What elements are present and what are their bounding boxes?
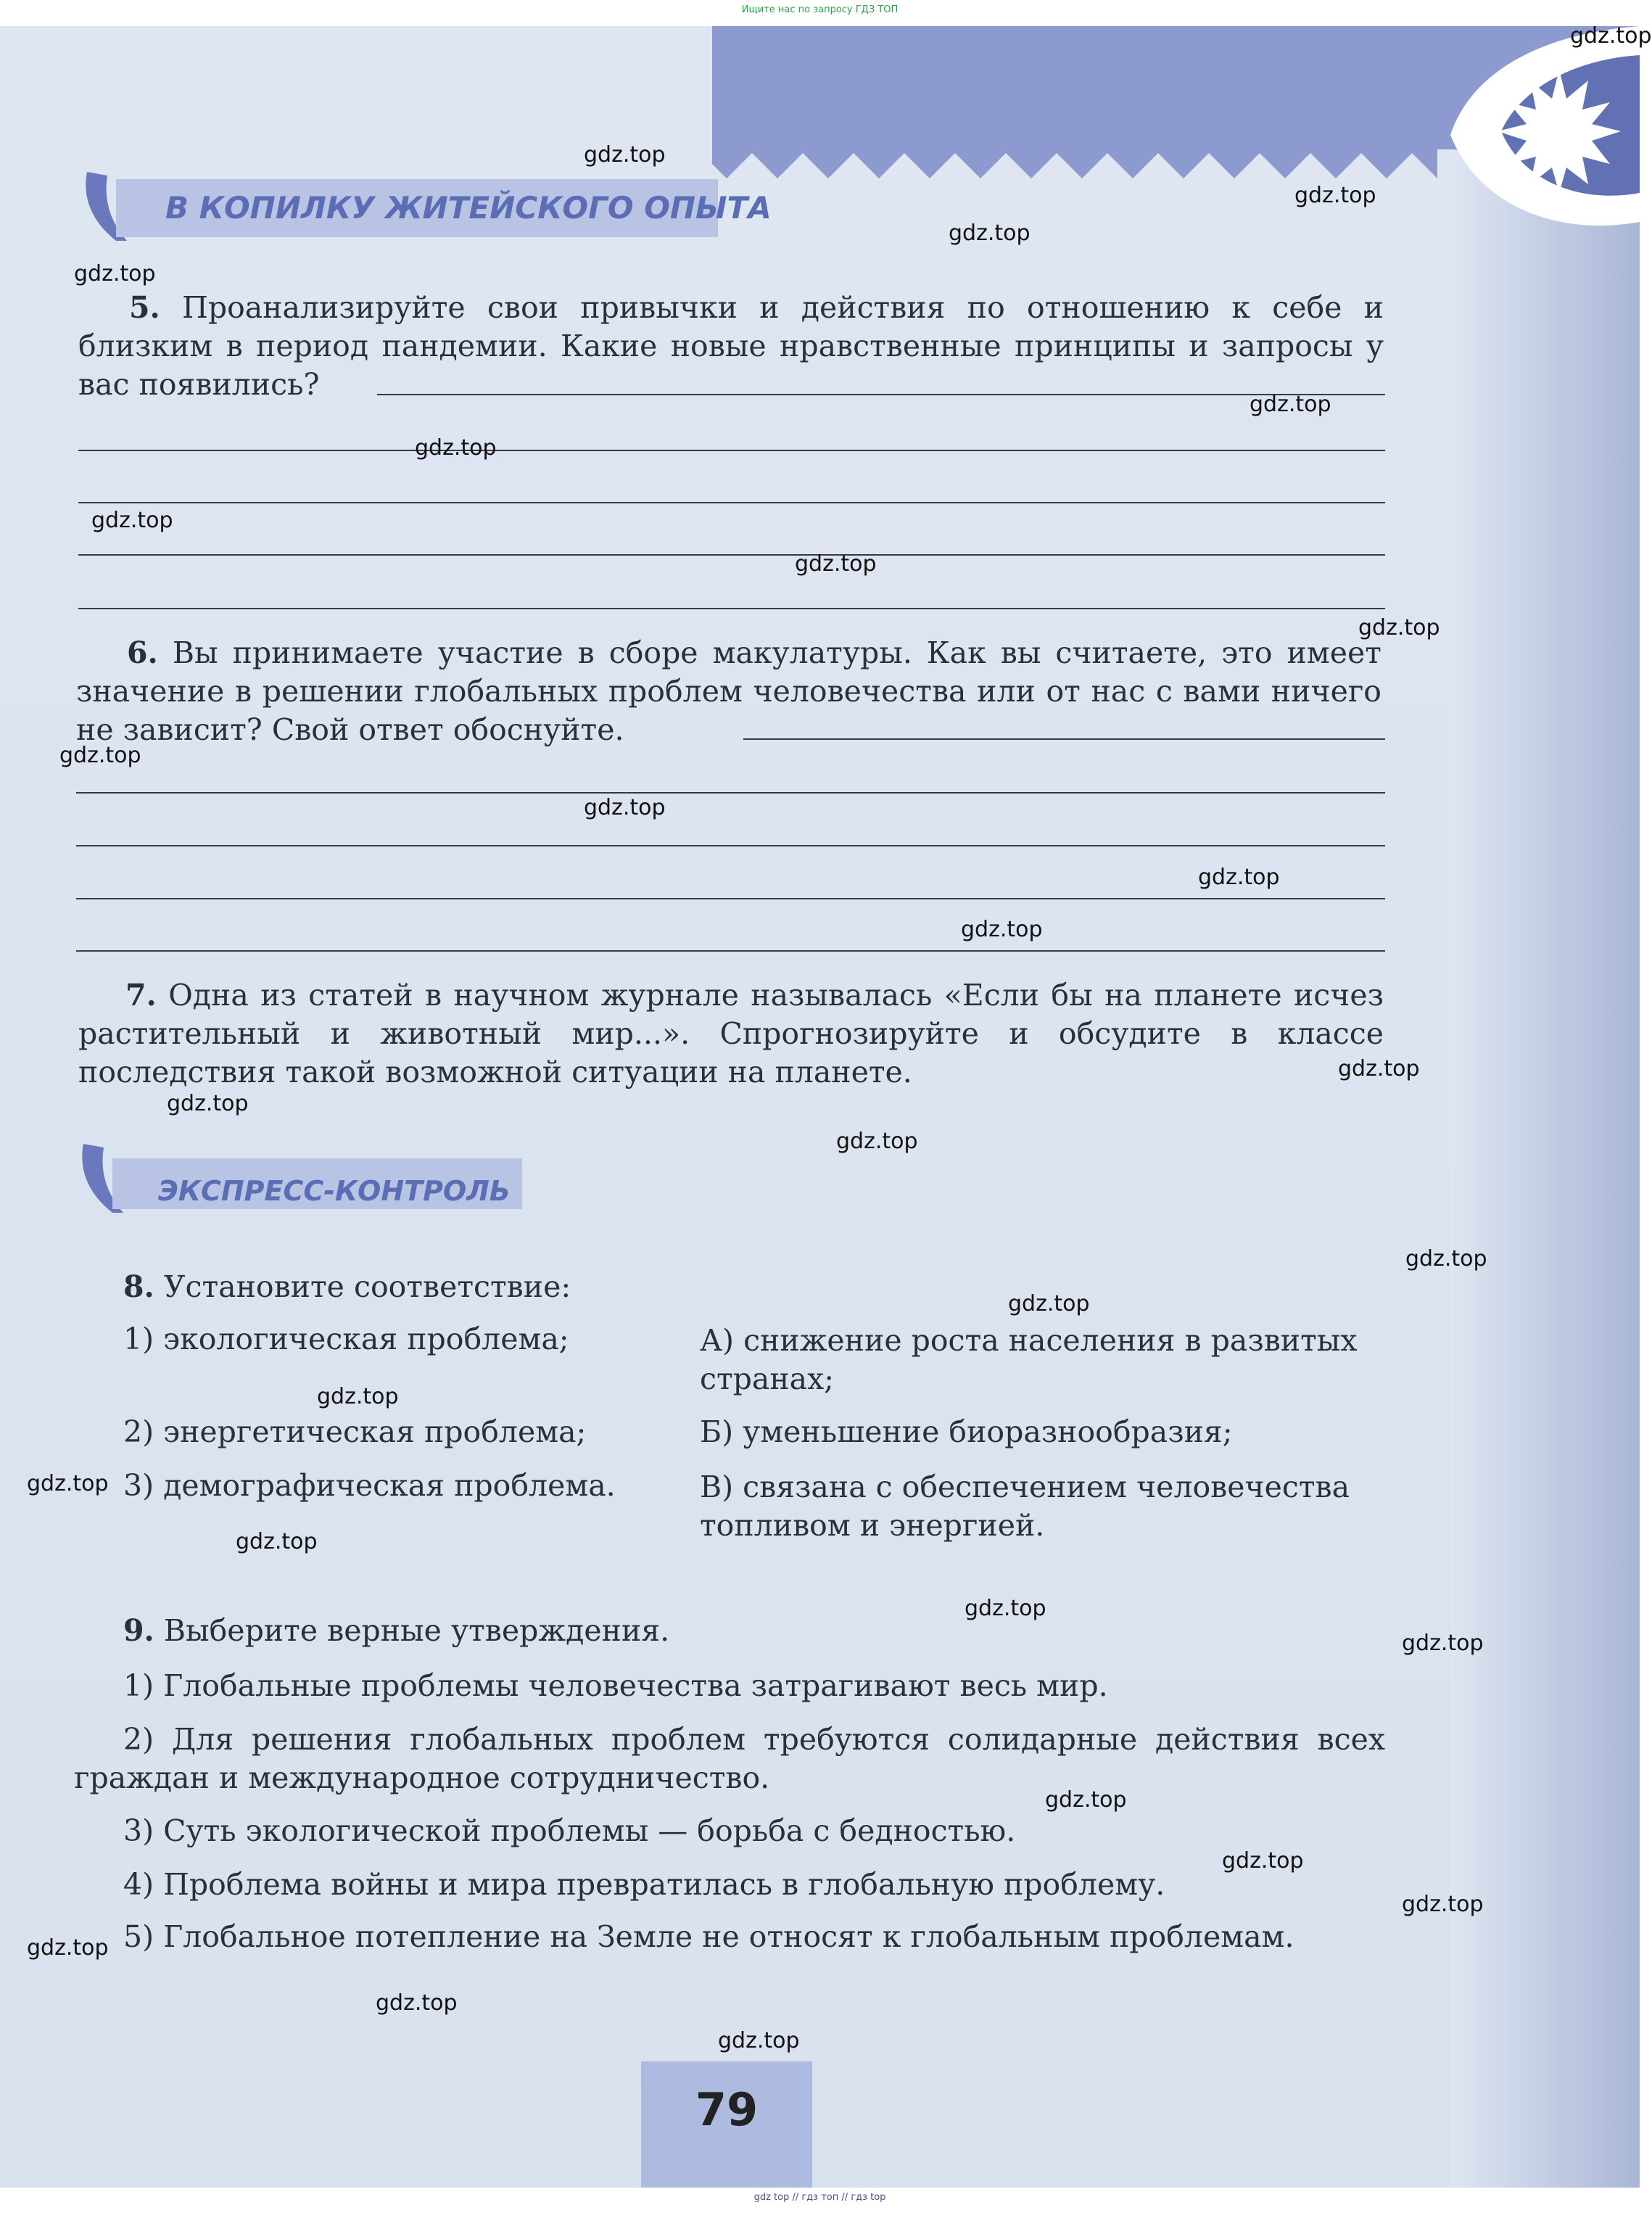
section-title-2: ЭКСПРЕСС-КОНТРОЛЬ (158, 1175, 511, 1207)
watermark: gdz.top (74, 261, 156, 287)
footer-note: gdz top // гдз топ // гдз top (753, 2192, 886, 2203)
watermark: gdz.top (27, 1471, 109, 1496)
watermark: gdz.top (1294, 183, 1376, 208)
header-note: Ищите нас по запросу ГДЗ ТОП (741, 4, 899, 15)
watermark: gdz.top (1198, 865, 1280, 890)
watermark: gdz.top (1358, 615, 1440, 640)
answer-line[interactable] (78, 502, 1385, 503)
watermark: gdz.top (949, 221, 1031, 246)
statement-1: 1) Глобальные проблемы человечества затрагивают весь мир. (123, 1668, 1108, 1703)
question-6-text: Вы принимаете участие в сборе макулатуры. Как вы считаете, это имеет значение в решении глобальных проблем человечества или от нас с вами ничего не зависит? Свой ответ обоснуйте. (76, 635, 1382, 747)
answer-line[interactable] (76, 792, 1385, 794)
answer-line[interactable] (377, 394, 1385, 395)
match-right-b: Б) уменьшение биоразнообразия; (700, 1414, 1233, 1449)
statement-2: 2) Для решения глобальных проблем требуются солидарные действия всех граждан и международное сотрудничество. (74, 1722, 1385, 1795)
watermark: gdz.top (167, 1091, 249, 1116)
page-edge-shade (1450, 26, 1640, 2188)
answer-line[interactable] (76, 950, 1385, 952)
watermark: gdz.top (1405, 1246, 1487, 1272)
question-6 (76, 634, 1382, 749)
question-9 (123, 1612, 669, 1650)
watermark: gdz.top (961, 917, 1043, 942)
question-5 (78, 289, 1384, 404)
watermark: gdz.top (317, 1384, 399, 1409)
watermark: gdz.top (59, 743, 141, 768)
watermark: gdz.top (1338, 1056, 1420, 1081)
match-left-2: 2) энергетическая проблема; (123, 1414, 587, 1449)
watermark: gdz.top (91, 508, 173, 533)
question-7-text: Одна из статей в научном журнале называлась «Если бы на планете исчез растительный и животный мир...». Спрогнозируйте и обсудите в классе последствия такой возможной ситуации на планете. (78, 978, 1384, 1089)
watermark: gdz.top (1250, 392, 1331, 417)
question-9-number: 9. (123, 1613, 154, 1648)
watermark: gdz.top (584, 795, 666, 820)
watermark: gdz.top (1008, 1291, 1090, 1316)
answer-line[interactable] (743, 738, 1385, 740)
question-8-number: 8. (123, 1269, 154, 1304)
watermark: gdz.top (1045, 1787, 1127, 1813)
watermark: gdz.top (584, 142, 666, 168)
watermark: gdz.top (795, 551, 877, 577)
statement-5: 5) Глобальное потепление на Земле не относят к глобальным проблемам. (123, 1919, 1294, 1954)
answer-line[interactable] (78, 554, 1385, 556)
star-ornament-icon (1414, 26, 1640, 236)
answer-line[interactable] (78, 608, 1385, 609)
question-7 (78, 976, 1384, 1092)
question-5-text: Проанализируйте свои привычки и действия по отношению к себе и близким в период пандемии. Какие новые нравственные принципы и запросы у вас появились? (78, 290, 1384, 402)
match-right-a: А) снижение роста населения в развитых странах; (700, 1323, 1358, 1396)
match-right-c: В) связана с обеспечением человечества топливом и энергией. (700, 1470, 1350, 1543)
question-6-number: 6. (127, 635, 158, 670)
section-title-1: В КОПИЛКУ ЖИТЕЙСКОГО ОПЫТА (165, 190, 772, 226)
question-7-number: 7. (125, 978, 157, 1013)
question-5-number: 5. (129, 290, 160, 325)
watermark: gdz.top (1402, 1892, 1484, 1917)
watermark: gdz.top (836, 1129, 918, 1154)
match-left-3: 3) демографическая проблема. (123, 1468, 616, 1503)
watermark: gdz.top (415, 435, 497, 461)
watermark: gdz.top (376, 1990, 458, 2016)
watermark: gdz.top (1402, 1631, 1484, 1656)
question-8-text: Установите соответствие: (163, 1269, 571, 1304)
question-9-text: Выберите верные утверждения. (163, 1613, 670, 1648)
watermark: gdz.top (27, 1935, 109, 1961)
match-left-1: 1) экологическая проблема; (123, 1322, 569, 1356)
watermark: gdz.top (1222, 1848, 1304, 1874)
statement-3: 3) Суть экологической проблемы — борьба с бедностью. (123, 1813, 1016, 1848)
watermark: gdz.top (1570, 23, 1652, 49)
answer-line[interactable] (76, 898, 1385, 899)
watermark: gdz.top (965, 1596, 1046, 1621)
page-number: 79 (695, 2083, 759, 2136)
watermark: gdz.top (236, 1529, 318, 1554)
answer-line[interactable] (76, 845, 1385, 846)
statement-4: 4) Проблема войны и мира превратилась в глобальную проблему. (123, 1867, 1165, 1902)
watermark: gdz.top (718, 2028, 800, 2053)
question-8 (123, 1268, 571, 1306)
answer-line[interactable] (78, 450, 1385, 451)
